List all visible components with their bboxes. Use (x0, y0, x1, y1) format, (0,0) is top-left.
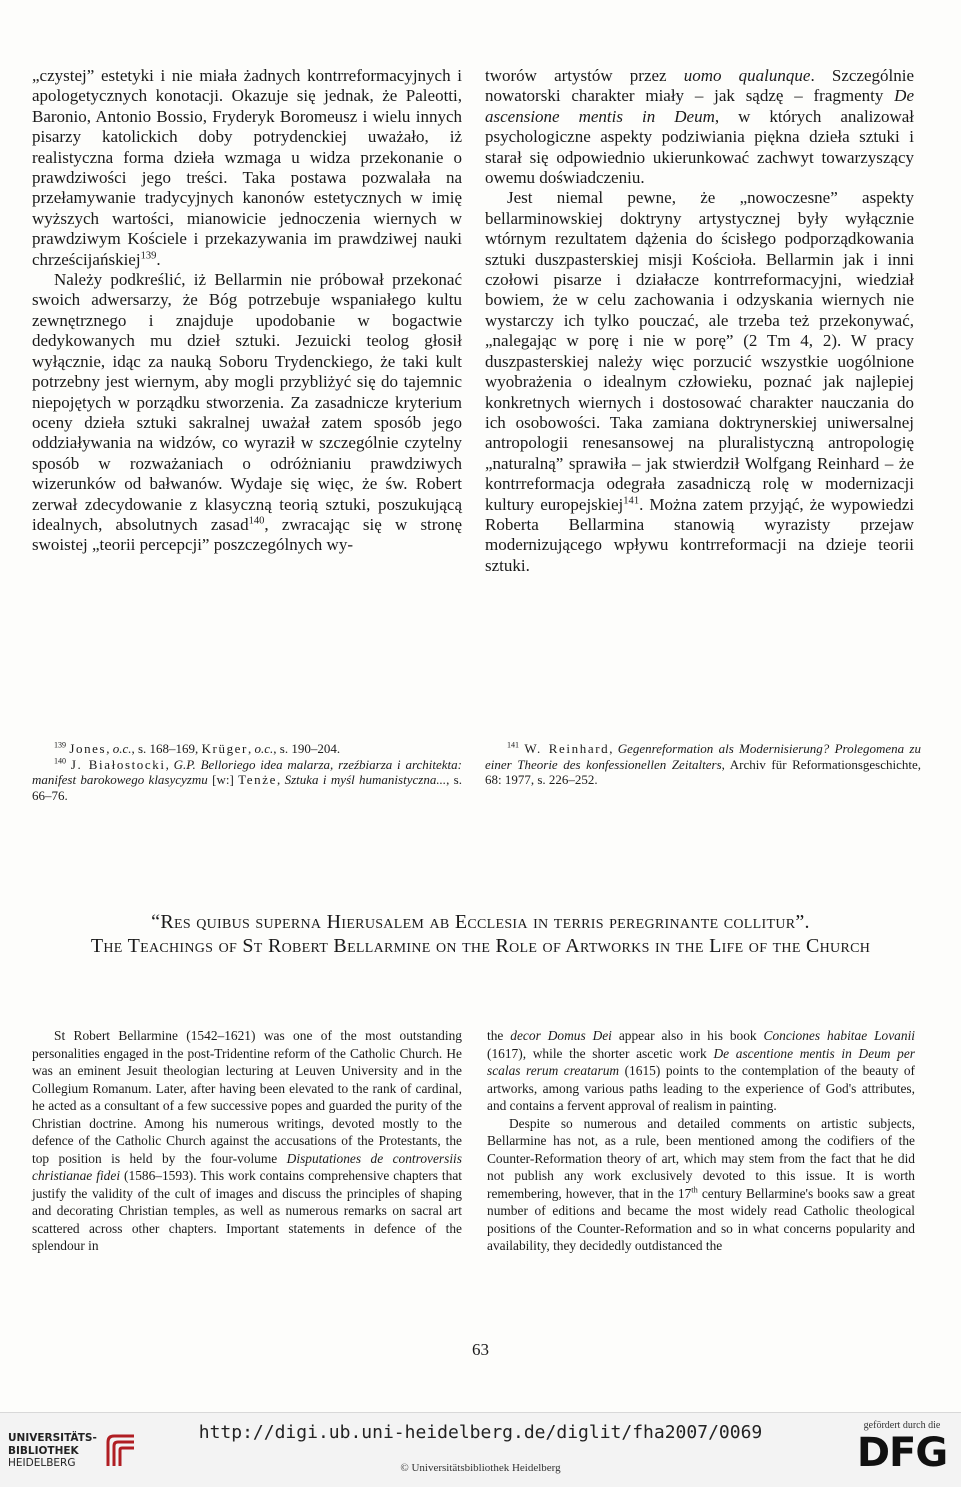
paragraph: „czystej” estetyki i nie miała żadnych kontrreformacyjnych i apologetycznych konotacji. Okazuje się jednak, że Paleotti, Baronio, Antonio Bossio, Fryderyk Boromeusz i wielu innych pisarzy katolickich doby potrydenckiej uważało, iż realistyczna forma dzieła wzmaga u widza przekonanie o prawdziwości jego treści. Taka postawa pozwalała na przełamywanie tradycyjnych kanonów estetycznych w imię wyższych wartości, mianowicie jednoczenia wiernych w prawdziwym Kościele i przekazywania im prawdziwej nauki chrześcijańskiej$^{139}$. (32, 66, 462, 269)
footnote-ref-139[interactable]: 139 (140, 250, 157, 261)
paragraph: tworów artystów przez uomo qualunque. Szczególnie nowatorski charakter miały – jak sądzę – fragmenty De ascensione mentis in Deum, w których analizował psychologiczne aspekty podziwiania piękna dzieła sztuki i starał się odpowiednio ukierunkować zachwyt towarzyszący owemu doświadczeniu. (485, 66, 914, 188)
library-logo[interactable]: UNIVERSITÄTS- BIBLIOTHEK HEIDELBERG (8, 1432, 148, 1476)
funded-by-label: gefördert durch die (863, 1420, 941, 1431)
copyright-notice: © Universitätsbibliothek Heidelberg (400, 1462, 561, 1474)
paragraph: Jest niemal pewne, że „nowoczesne” aspekty bellarminowskiej doktryny artystycznej były wyłącznie wtórnym rezultatem dążenia do ścisłego podporządkowania sztuki duszpasterskiej misji Kościoła. Bellarmin jak i inni czołowi pisarze i działacze kontrreformacyjni, wiedział bowiem, że w celu zachowania i odzyskania wiernych nie wystarczy ich tylko pouczać, ale trzeba też przekonywać, „nalegając w porę i nie w porę” (2 Tm 4, 2). W pracy duszpasterskiej należy więc porzucić wszystkie uogólnione wyobrażenia o idealnym człowieku, poznać jak najlepiej konkretnych wiernych i dostosować charakter nauczania do ich osobowości. Taka zamiana doktrynerskiej uniwersalnej antropologii renesansowej na pluralistyczną antropologię „naturalną” sprawiła – jak stwierdził Wolfgang Reinhard – że kontrreformacja odegrała zasadniczą rolę w modernizacji kultury europejskiej$^{141}$. Można zatem przyjąć, że wypowiedzi Roberta Bellarmina stanowią wyrazisty przejaw modernizującego wpływu kontrreformacji na dzieje teorii sztuki. (485, 188, 914, 575)
paragraph: St Robert Bellarmine (1542–1621) was one of the most outstanding personalities engaged in the post-Tridentine reform of the Catholic Church. He was an eminent Jesuit theologian lecturing at Leuven University and in the Collegium Romanum. Later, after having been elevated to the rank of cardinal, he acted as a consultant of a few successive popes and guarded the purity of the Christian doctrine. Among his numerous writings, devoted mostly to the defence of the Catholic Church against the accusations of the Protestants, the top position is held by the four-volume Disputationes de controversiis christianae fidei (1586–1593). This work contains comprehensive chapters that justify the validity of the cult of images and discuss the principles of shaping and decorating Christian temples, as well as numerous remarks on sacral art scattered across other chapters. Important statements in defence of the splendour in (32, 1028, 462, 1253)
polish-text-right-column (485, 66, 914, 576)
paragraph: Despite so numerous and detailed comments on artistic subjects, Bellarmine has not, as a rule, been mentioned among the codifiers of the Counter-Reformation theory of art, which may stem from the fact that he did not publish any work exclusively devoted to this issue. It is worth remembering, however, that in the 17th century Bellarmine's books saw a great number of editions and became the most widely read Catholic theological positions of the Counter-Reformation and so in what concerns popularity and availability, they decidedly outdistanced the (487, 1115, 915, 1253)
dfg-logo: DFG (856, 1430, 948, 1476)
footnote-ref-140[interactable]: 140 (248, 515, 265, 527)
english-summary-left-column (32, 1027, 462, 1255)
footnote-141: $^{141}$ W. Reinhard, Gegenreformation als Modernisierung? Prolegomena zu einer Theorie des konfessionellen Zeitalters, Archiv für Reformationsgeschichte, 68: 1977, s. 226–252. (485, 740, 921, 788)
footnote-140: $^{140}$ J. Białostocki, G.P. Belloriego idea malarza, rzeźbiarza i architekta: manifest barokowego klasycyzmu [w:] Tenże, Sztuka i myśl humanistyczna..., s. 66–76. (32, 756, 462, 803)
footnotes-left (32, 741, 462, 803)
permalink-url[interactable]: http://digi.ub.uni-heidelberg.de/diglit/fha2007/0069 (198, 1422, 763, 1443)
polish-text-left-column (32, 66, 462, 556)
footnote-ref-141[interactable]: 141 (623, 494, 640, 506)
footnote-139: $^{139}$ Jones, o.c., s. 168–169, Krüger, o.c., s. 190–204. (54, 740, 341, 756)
english-summary-right-column (487, 1027, 915, 1255)
summary-title-line-2: The Teachings of St Robert Bellarmine on the Role of Artworks in the Life of the Church (90, 935, 871, 957)
paragraph: Należy podkreślić, iż Bellarmin nie próbował przekonać swoich adwersarzy, że Bóg potrzebuje wspaniałego kultu zewnętrznego i znajduje upodobanie w bogactwie dedykowanych mu dzieł sztuki. Jezuicki teolog głosił wyłącznie, idąc za nauką Soboru Trydenckiego, że taki kult potrzebny jest wiernym, aby mogli przybliżyć się do tajemnic niepojętych w porządku stworzenia. Za zasadnicze kryterium oceny dzieła sztuki sakralnej uważał zatem sposób jego oddziaływania na widzów, co wyraził w szczególnie czytelny sposób w rozważaniach o odróżnianiu prawdziwych wizerunków od bałwanów. Wydaje się więc, że św. Robert zerwał zdecydowanie z klasyczną teorią sztuki, poszukującą idealnych, absolutnych zasad$^{140}$, zwracając się w stronę swoistej „teorii percepcji” poszczególnych wy- (32, 270, 462, 555)
paragraph: the decor Domus Dei appear also in his book Conciones habitae Lovanii (1617), while the shorter ascetic work De ascentione mentis in Deum per scalas rerum creatarum (1615) points to the contemplation of the beauty of artworks, among various paths leading to the experience of God's attributes, and contains a fervent approval of realism in painting. (487, 1028, 916, 1113)
summary-title-line-1: “Res quibus superna Hierusalem ab Ecclesia in terris peregrinante collitur”. (151, 911, 810, 933)
page-number: 63 (472, 1340, 489, 1359)
dfg-funding-logo[interactable] (848, 1416, 956, 1482)
footnotes-right (485, 741, 921, 788)
